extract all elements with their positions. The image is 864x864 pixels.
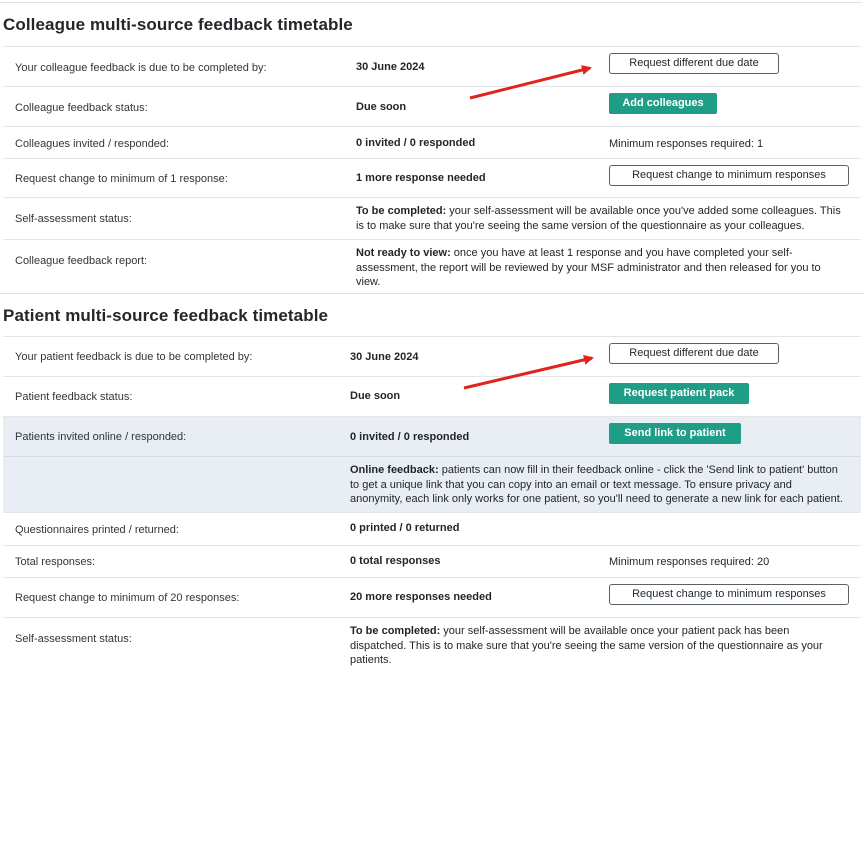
patient-self-label: Self-assessment status: (15, 633, 132, 645)
patient-change-value: 20 more responses needed (350, 591, 492, 603)
patient-online-value: 0 invited / 0 responded (350, 431, 470, 443)
patient-printed-label: Questionnaires printed / returned: (15, 524, 179, 536)
patient-due-label: Your patient feedback is due to be completed by: (15, 351, 253, 363)
colleague-invited-label: Colleagues invited / responded: (15, 138, 170, 150)
send-link-to-patient-button[interactable]: Send link to patient (609, 423, 741, 444)
patient-change-label: Request change to minimum of 20 responses: (15, 592, 240, 604)
colleague-report-status: Not ready to view: (356, 247, 451, 259)
patient-total-value: 0 total responses (350, 555, 441, 567)
colleague-self-status: To be completed: (356, 205, 447, 217)
colleague-status-label: Colleague feedback status: (15, 102, 148, 114)
patient-total-label: Total responses: (15, 556, 96, 568)
patient-request-due-date-button[interactable]: Request different due date (609, 343, 779, 364)
patient-request-min-change-button[interactable]: Request change to minimum responses (609, 584, 849, 605)
colleague-self-label: Self-assessment status: (15, 213, 132, 225)
colleague-section-title: Colleague multi-source feedback timetable (3, 15, 353, 34)
colleague-due-value: 30 June 2024 (356, 61, 425, 73)
patient-status-label: Patient feedback status: (15, 391, 133, 403)
patient-printed-value: 0 printed / 0 returned (350, 522, 460, 534)
request-patient-pack-button[interactable]: Request patient pack (609, 383, 749, 404)
colleague-invited-value: 0 invited / 0 responded (356, 137, 476, 149)
patient-section-title: Patient multi-source feedback timetable (3, 306, 329, 325)
arrow-patient-due-date (464, 358, 592, 388)
arrow-colleague-due-date (470, 68, 590, 98)
patient-self-text: your self-assessment will be available once your patient pack has been dispatched. This is to make sure that you're seeing the same version of the questionnaire as your patients. (350, 625, 823, 666)
colleague-change-label: Request change to minimum of 1 response: (15, 173, 228, 185)
colleague-request-min-change-button[interactable]: Request change to minimum responses (609, 165, 849, 186)
patient-online-info-status: Online feedback: (350, 464, 439, 476)
colleague-report-label: Colleague feedback report: (15, 255, 148, 267)
colleague-request-due-date-button[interactable]: Request different due date (609, 53, 779, 74)
add-colleagues-button[interactable]: Add colleagues (609, 93, 717, 114)
patient-min-responses: Minimum responses required: 20 (609, 556, 770, 568)
patient-status-value: Due soon (350, 390, 401, 402)
patient-online-info-text: patients can now fill in their feedback online - click the 'Send link to patient' button to get a unique link that you can copy into an email or text message. To ensure privacy and anonymity, each link only works for one patient, so you'll need to generate a new link for each patient. (350, 464, 843, 505)
patient-self-status: To be completed: (350, 625, 441, 637)
colleague-self-text: your self-assessment will be available once you've added some colleagues. This is to make sure that you're seeing the same version of the questionnaire as your colleagues. (356, 205, 841, 232)
colleague-min-responses: Minimum responses required: 1 (609, 138, 764, 150)
colleague-change-value: 1 more response needed (356, 172, 486, 184)
patient-online-label: Patients invited online / responded: (15, 431, 187, 443)
patient-due-value: 30 June 2024 (350, 351, 419, 363)
colleague-status-value: Due soon (356, 101, 407, 113)
colleague-report-text: once you have at least 1 response and you have completed your self-assessment, the report will be reviewed by your MSF administrator and then released for you to view. (356, 247, 821, 288)
colleague-due-label: Your colleague feedback is due to be completed by: (15, 62, 267, 74)
